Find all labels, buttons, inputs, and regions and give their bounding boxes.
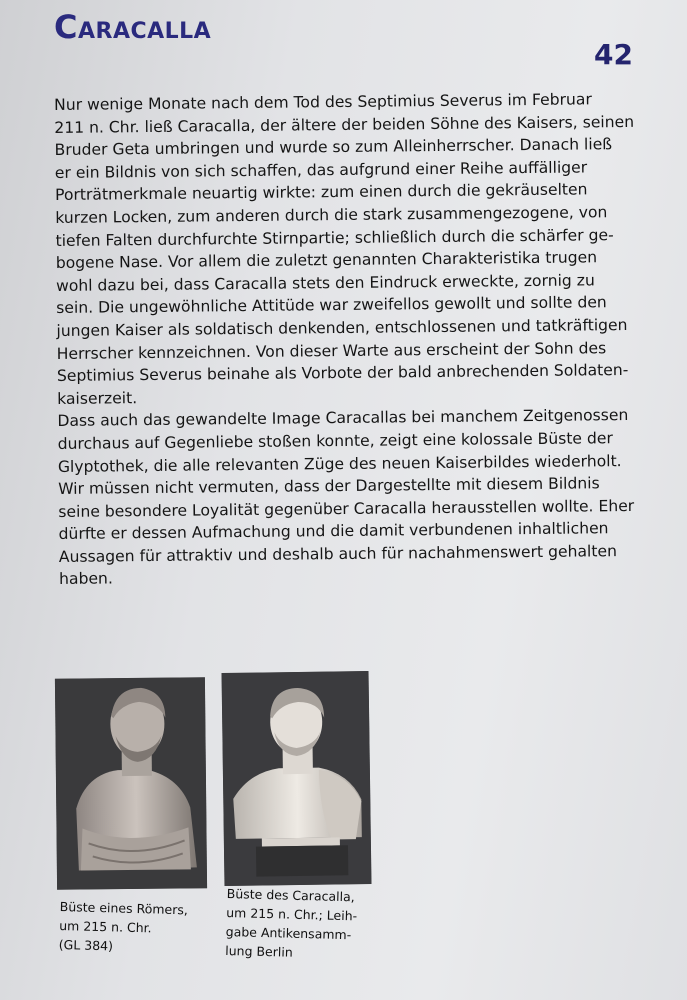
- caption-line: Büste des Caracalla,: [226, 885, 355, 905]
- text-line: haben.: [58, 569, 113, 589]
- text-line: jungen Kaiser als soldatisch denkenden, entschlossenen und tatkräftigen: [56, 315, 628, 340]
- bust-caracalla-image: [222, 671, 372, 886]
- page-title: Caracalla: [54, 8, 212, 46]
- bust-roman-image: [55, 677, 207, 890]
- text-line: Glyptothek, die alle relevanten Züge des neuen Kaiserbildes wiederholt.: [57, 451, 622, 476]
- text-line: kurzen Locken, zum anderen durch die stark zusammengezogene, von: [55, 203, 608, 227]
- text-line: er ein Bildnis von sich schaffen, das aufgrund einer Reihe auffälliger: [54, 158, 588, 182]
- text-line: bogene Nase. Vor allem die zuletzt genannten Charakteristika trugen: [55, 248, 598, 273]
- photo-bust-caracalla: [222, 671, 372, 886]
- paragraph-2: [57, 404, 659, 591]
- text-line: Septimius Severus beinahe als Vorbote der bald anbrechenden Soldaten-: [56, 361, 629, 386]
- caption-line: gabe Antikensamm-: [225, 923, 352, 943]
- text-line: Porträtmerkmale neuartig wirkte: zum einen durch die gekräuselten: [54, 180, 588, 205]
- caption-line: Büste eines Römers,: [59, 898, 189, 918]
- text-line: Wir müssen nicht vermuten, dass der Dargestellte mit diesem Bildnis: [58, 474, 600, 499]
- text-line: Nur wenige Monate nach dem Tod des Septimius Severus im Februar: [54, 90, 592, 114]
- text-line: Aussagen für attraktiv und deshalb auch für nachahmenswert gehalten: [58, 542, 618, 566]
- caption-line: (GL 384): [58, 936, 114, 954]
- text-line: sein. Die ungewöhnliche Attitüde war zweifellos gewollt und sollte den: [56, 293, 607, 318]
- text-line: wohl dazu bei, dass Caracalla stets den Eindruck erweckte, zornig zu: [55, 271, 595, 295]
- text-line: 211 n. Chr. ließ Caracalla, der ältere der beiden Söhne des Kaisers, seinen: [54, 112, 635, 137]
- text-line: seine besondere Loyalität gegenüber Caracalla herausstellen wollte. Eher: [58, 496, 635, 521]
- body-text: [54, 88, 659, 591]
- text-line: Dass auch das gewandelte Image Caracallas bei manchem Zeitgenossen: [57, 406, 629, 431]
- text-line: tiefen Falten durchfurchte Stirnpartie; schließlich durch die schärfer ge-: [55, 225, 614, 250]
- photo-bust-roman: [55, 677, 207, 890]
- caption-line: um 215 n. Chr.; Leih-: [226, 904, 358, 924]
- text-line: durchaus auf Gegenliebe stoßen konnte, zeigt eine kolossale Büste der: [57, 429, 613, 453]
- caption-line: um 215 n. Chr.: [59, 917, 152, 936]
- text-line: Herrscher kennzeichnen. Von dieser Warte aus erscheint der Sohn des: [56, 338, 607, 363]
- text-line: dürfte er dessen Aufmachung und die damit verbundenen inhaltlichen: [58, 519, 609, 544]
- paragraph-1: [54, 88, 657, 411]
- caption-bust-roman: [59, 897, 189, 957]
- caption-line: lung Berlin: [225, 942, 293, 960]
- caption-bust-caracalla: [225, 884, 358, 963]
- page-number: 42: [594, 38, 633, 71]
- text-line: Bruder Geta umbringen und wurde so zum Alleinherrscher. Danach ließ: [54, 135, 613, 160]
- text-line: kaiserzeit.: [57, 388, 138, 408]
